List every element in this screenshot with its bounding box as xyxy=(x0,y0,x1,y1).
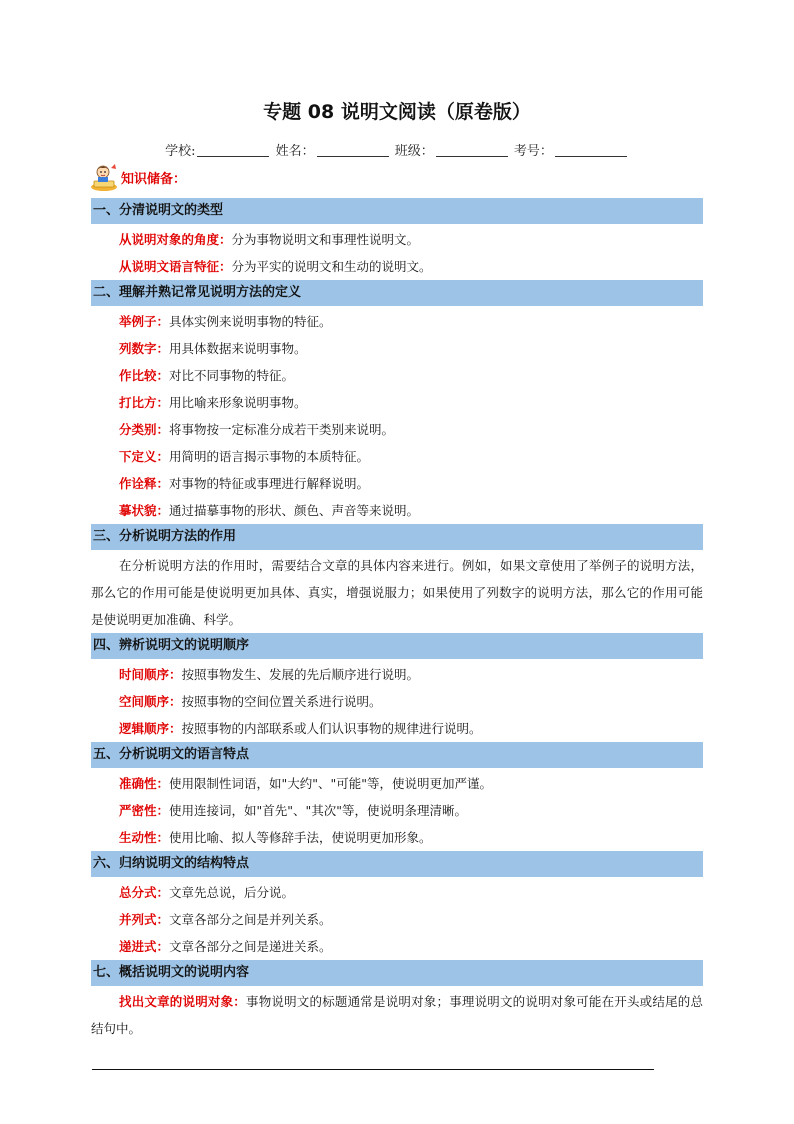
item-text: 按照事物的空间位置关系进行说明。 xyxy=(181,694,382,709)
paragraph-text: 事物说明文的标题通常是说明对象；事理说明文的说明对象可能在开头或结尾的总结句中。 xyxy=(91,994,703,1036)
item-text: 对事物的特征或事理进行解释说明。 xyxy=(169,476,370,491)
item-text: 通过描摹事物的形状、颜色、声音等来说明。 xyxy=(169,503,420,518)
knowledge-reserve-heading xyxy=(89,160,186,194)
item-term: 生动性： xyxy=(119,830,170,845)
item-term: 从说明对象的角度： xyxy=(119,232,232,247)
item-text: 使用限制性词语，如"大约"、"可能"等，使说明更加严谨。 xyxy=(169,776,493,791)
section-header-6: 六、归纳说明文的结构特点 xyxy=(91,851,703,877)
section-header-2: 二、理解并熟记常见说明方法的定义 xyxy=(91,280,703,306)
item-text: 对比不同事物的特征。 xyxy=(169,368,295,383)
section-header-4: 四、辨析说明文的说明顺序 xyxy=(91,633,703,659)
section-2-item-1 xyxy=(91,308,703,335)
item-text: 用具体数据来说明事物。 xyxy=(169,341,307,356)
section-5-item-2 xyxy=(91,797,703,824)
item-term: 打比方： xyxy=(119,395,170,410)
section-5-item-1 xyxy=(91,770,703,797)
item-term: 列数字： xyxy=(119,341,170,356)
item-text: 分为事物说明文和事理性说明文。 xyxy=(231,232,420,247)
section-6-item-3 xyxy=(91,933,703,960)
item-text: 具体实例来说明事物的特征。 xyxy=(169,314,332,329)
footer-divider xyxy=(92,1069,654,1070)
item-text: 将事物按一定标准分成若干类别来说明。 xyxy=(169,422,395,437)
section-6-item-1 xyxy=(91,879,703,906)
item-term: 时间顺序： xyxy=(119,667,182,682)
section-2-item-6 xyxy=(91,443,703,470)
class-blank xyxy=(436,144,508,157)
item-term: 准确性： xyxy=(119,776,170,791)
section-3-paragraph: 在分析说明方法的作用时，需要结合文章的具体内容来进行。例如，如果文章使用了举例子的说明方法，那么它的作用可能是使说明更加具体、真实，增强说服力；如果使用了列数字的说明方法，那么它的作用可能是使说明更加准确、科学。 xyxy=(91,558,703,627)
item-term: 严密性： xyxy=(119,803,170,818)
section-7-paragraph xyxy=(91,988,703,1042)
item-term: 分类别： xyxy=(119,422,170,437)
item-text: 分为平实的说明文和生动的说明文。 xyxy=(231,259,432,274)
section-2-item-8 xyxy=(91,497,703,524)
item-term: 下定义： xyxy=(119,449,170,464)
item-text: 按照事物的内部联系或人们认识事物的规律进行说明。 xyxy=(181,721,482,736)
item-term: 举例子： xyxy=(119,314,170,329)
section-1-item-2 xyxy=(91,253,703,280)
item-term: 从说明文语言特征： xyxy=(119,259,232,274)
item-term: 摹状貌： xyxy=(119,503,170,518)
item-term: 作比较： xyxy=(119,368,170,383)
item-term: 总分式： xyxy=(119,885,170,900)
info-school-label: 学校: xyxy=(165,144,196,159)
item-text: 文章先总说，后分说。 xyxy=(169,885,295,900)
item-text: 使用比喻、拟人等修辞手法，使说明更加形象。 xyxy=(169,830,432,845)
section-header-7: 七、概括说明文的说明内容 xyxy=(91,960,703,986)
section-4-item-2 xyxy=(91,688,703,715)
section-2-item-7 xyxy=(91,470,703,497)
content-body xyxy=(91,198,703,1042)
item-text: 用比喻来形象说明事物。 xyxy=(169,395,307,410)
knowledge-reserve-label: 知识储备： xyxy=(121,171,187,187)
section-2-item-5 xyxy=(91,416,703,443)
school-blank xyxy=(197,144,269,157)
item-text: 文章各部分之间是并列关系。 xyxy=(169,912,332,927)
info-exam-no-label: 考号： xyxy=(513,144,553,159)
section-2-item-2 xyxy=(91,335,703,362)
exam-no-blank xyxy=(555,144,627,157)
item-text: 用简明的语言揭示事物的本质特征。 xyxy=(169,449,370,464)
item-term: 并列式： xyxy=(119,912,170,927)
item-term: 递进式： xyxy=(119,939,170,954)
student-info-line xyxy=(0,140,794,159)
child-reading-mascot-icon xyxy=(89,162,119,192)
info-class-label: 班级： xyxy=(394,144,434,159)
paragraph-term: 找出文章的说明对象： xyxy=(119,994,246,1009)
item-term: 逻辑顺序： xyxy=(119,721,182,736)
section-header-5: 五、分析说明文的语言特点 xyxy=(91,742,703,768)
item-term: 空间顺序： xyxy=(119,694,182,709)
item-term: 作诠释： xyxy=(119,476,170,491)
section-2-item-4 xyxy=(91,389,703,416)
document-title: 专题 08 说明文阅读（原卷版） xyxy=(263,101,531,123)
section-header-1: 一、分清说明文的类型 xyxy=(91,198,703,224)
name-blank xyxy=(317,144,389,157)
section-4-item-3 xyxy=(91,715,703,742)
section-2-item-3 xyxy=(91,362,703,389)
section-1-item-1 xyxy=(91,226,703,253)
item-text: 使用连接词，如"首先"、"其次"等，使说明条理清晰。 xyxy=(169,803,468,818)
item-text: 文章各部分之间是递进关系。 xyxy=(169,939,332,954)
section-header-3: 三、分析说明方法的作用 xyxy=(91,524,703,550)
section-5-item-3 xyxy=(91,824,703,851)
info-name-label: 姓名： xyxy=(275,144,315,159)
item-text: 按照事物发生、发展的先后顺序进行说明。 xyxy=(181,667,420,682)
section-6-item-2 xyxy=(91,906,703,933)
section-4-item-1 xyxy=(91,661,703,688)
